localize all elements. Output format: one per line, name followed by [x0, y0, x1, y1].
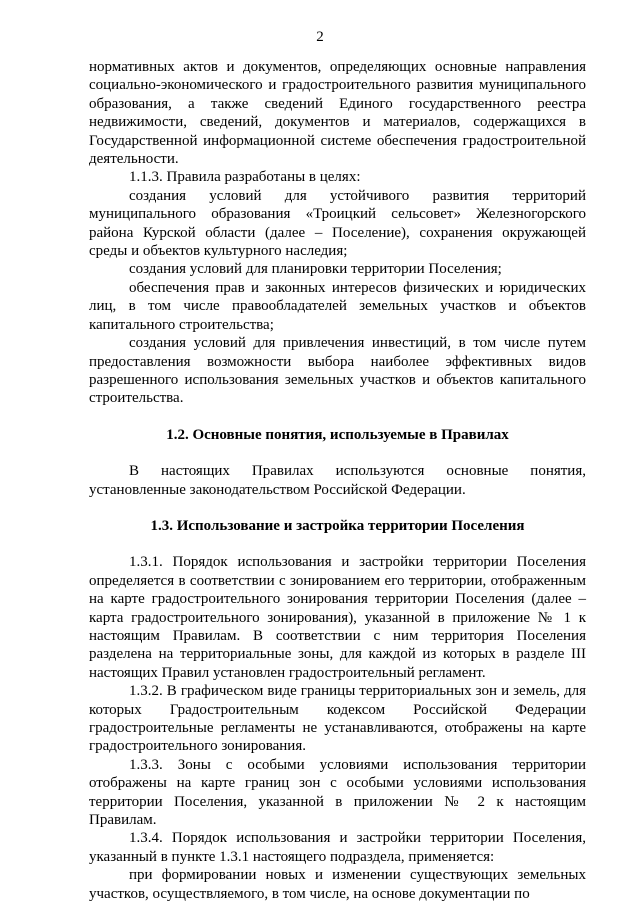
section-heading-1-3: 1.3. Использование и застройка территории Поселения: [150, 517, 525, 534]
paragraph-1-3-4-item: при формировании новых и изменении существующих земельных участков, осуществляемого, в том числе, на основе документации по: [89, 867, 586, 902]
paragraph-1-3-4: 1.3.4. Порядок использования и застройки территории Поселения, указанный в пункте 1.3.1 настоящего подраздела, применяется:: [89, 830, 586, 865]
paragraph-goal-planning: создания условий для планировки территории Поселения;: [129, 261, 502, 278]
paragraph-goals-intro: 1.1.3. Правила разработаны в целях:: [129, 169, 361, 186]
paragraph-continuation: нормативных актов и документов, определяющих основные направления социально-экономического и градостроительного развития муниципального образования, а также сведений Единого государственного реестра недвижимости, сведений, документов и материалов, содержащихся в Государственной информационной системе обеспечения градостроительной деятельности.: [89, 59, 586, 168]
paragraph-goal-sustainable-development: создания условий для устойчивого развития территорий муниципального образования «Троицкий сельсовет» Железногорского района Курской области (далее – Поселение), сохранения окружающей среды и объектов культурного наследия;: [89, 187, 586, 260]
page-number: 2: [316, 29, 324, 45]
paragraph-1-3-2: 1.3.2. В графическом виде границы территориальных зон и земель, для которых Градостроительным кодексом Российской Федерации градостроительные регламенты не устанавливаются, отображены на карте градостроительного зонирования.: [89, 683, 586, 755]
document-body: [89, 58, 586, 903]
paragraph-goal-investment: создания условий для привлечения инвестиций, в том числе путем предоставления возможности выбора наиболее эффективных видов разрешенного использования земельных участков и объектов капитального строительства.: [89, 335, 586, 407]
paragraph-1-3-3: 1.3.3. Зоны с особыми условиями использования территории отображены на карте границ зон с особыми условиями использования территории Поселения, указанной в приложении № 2 к настоящим Правилам.: [89, 756, 586, 829]
paragraph-1-2-text: В настоящих Правилах используются основные понятия, установленные законодательством Российской Федерации.: [89, 463, 586, 498]
paragraph-1-3-1: 1.3.1. Порядок использования и застройки территории Поселения определяется в соответствии с зонированием его территории, отображенным на карте градостроительного зонирования территории Поселения (далее – карта градостроительного зонирования), указанной в приложение № 1 к настоящим Правилам. В соответствии с ним территория Поселения разделена на территориальные зоны, для каждой из которых в разделе III настоящих Правил установлен градостроительный регламент.: [89, 554, 586, 681]
paragraph-goal-rights: обеспечения прав и законных интересов физических и юридических лиц, в том числе правообладателей земельных участков и объектов капитального строительства;: [89, 279, 586, 333]
section-heading-1-2: 1.2. Основные понятия, используемые в Правилах: [166, 426, 509, 443]
